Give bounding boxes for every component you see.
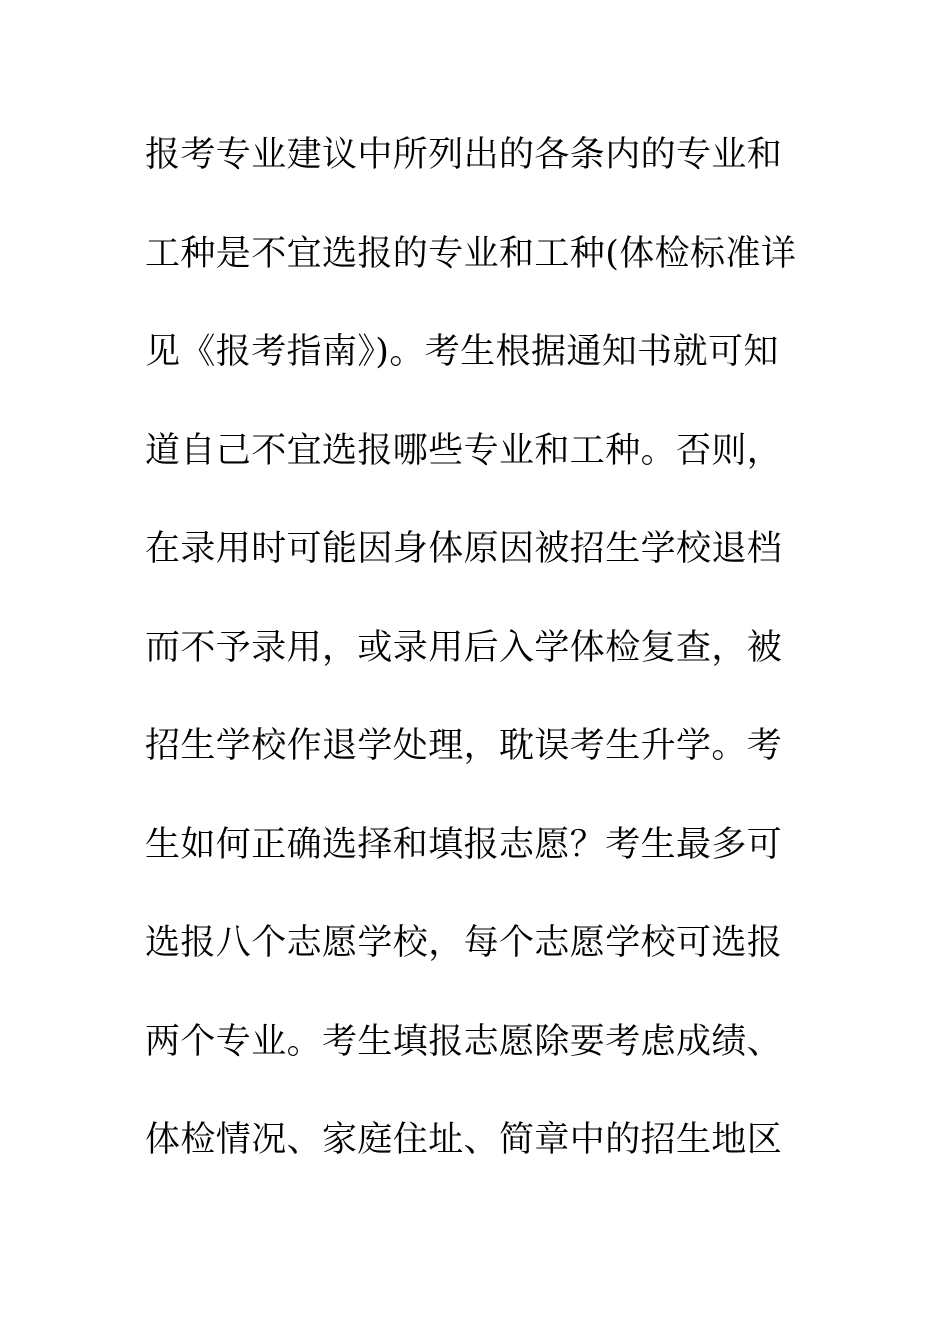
body-text xyxy=(145,126,815,1210)
text-line: 体检情况、家庭住址、简章中的招生地区 xyxy=(145,1120,783,1160)
text-line: 生如何正确选择和填报志愿？考生最多可 xyxy=(145,824,783,865)
text-line: 见《报考指南》)。考生根据通知书就可知 xyxy=(145,332,779,372)
text-line: 两个专业。考生填报志愿除要考虑成绩、 xyxy=(145,1021,783,1062)
text-line: 报考专业建议中所列出的各条内的专业和 xyxy=(145,135,783,175)
text-line: 在录用时可能因身体原因被招生学校退档 xyxy=(145,529,783,569)
text-line: 道自己不宜选报哪些专业和工种。否则， xyxy=(145,430,783,471)
text-line: 招生学校作退学处理，耽误考生升学。考 xyxy=(145,726,783,766)
text-line: 选报八个志愿学校，每个志愿学校可选报 xyxy=(145,923,783,963)
text-line: 工种是不宜选报的专业和工种(体检标准详 xyxy=(145,233,797,274)
text-line: 而不予录用，或录用后入学体检复查，被 xyxy=(145,627,783,668)
